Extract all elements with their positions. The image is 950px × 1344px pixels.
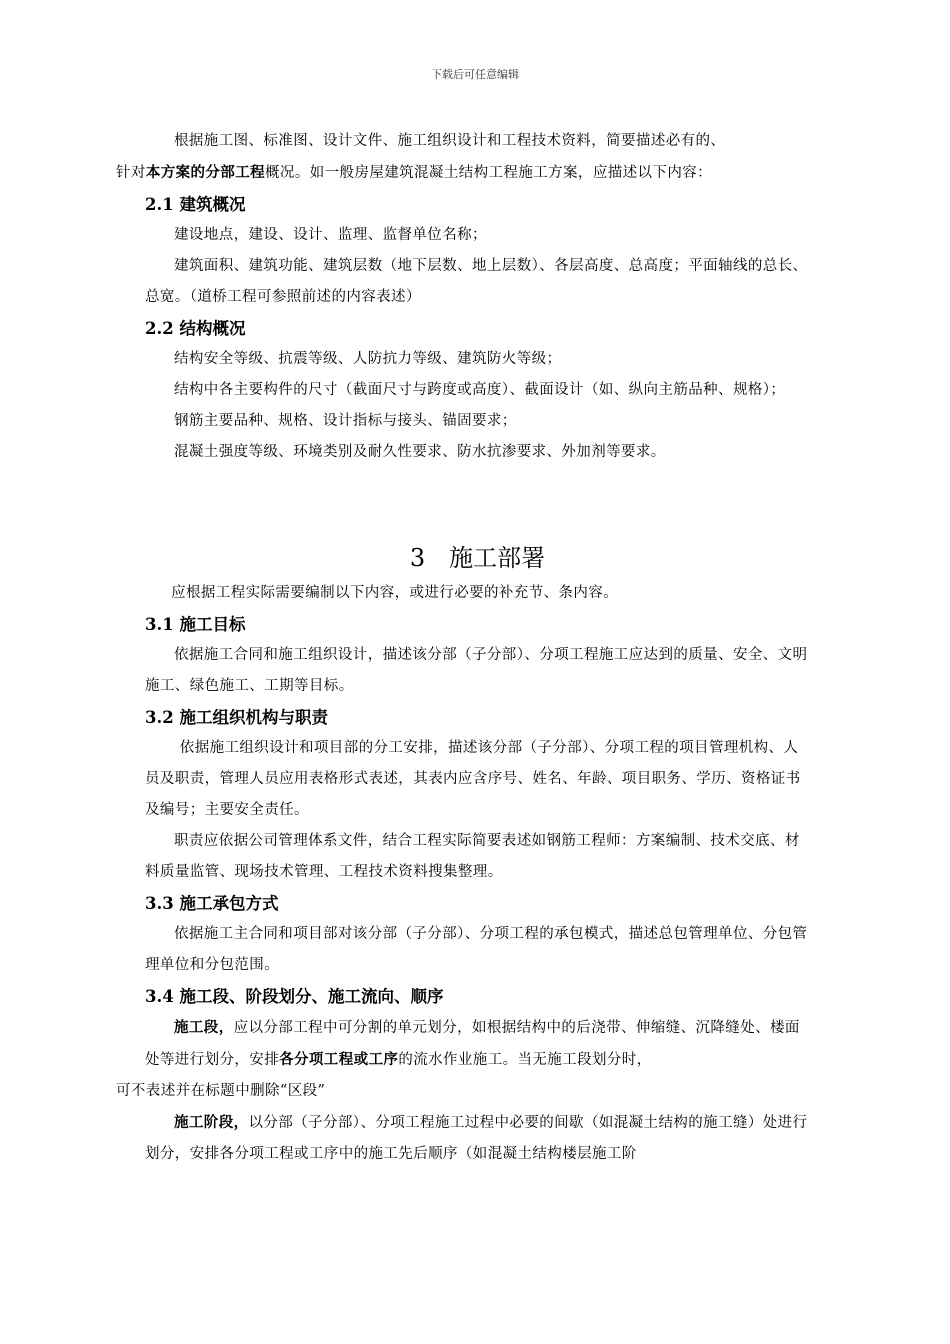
s3-3-paragraph-1: 依据施工主合同和项目部对该分部（子分部）、分项工程的承包模式，描述总包管理单位、分包管理单位和分包范围。 — [145, 926, 808, 973]
s3-1-paragraph-1: 依据施工合同和施工组织设计，描述该分部（子分部）、分项工程施工应达到的质量、安全、文明施工、绿色施工、工期等目标。 — [145, 647, 808, 694]
s3-4-p1-text-2: 的流水作业施工。当无施工段划分时， — [398, 1052, 652, 1068]
heading-2-2: 2.2 结构概况 — [145, 319, 246, 338]
s3-4-term-stage: 施工阶段， — [174, 1114, 249, 1131]
intro-paragraph — [116, 126, 810, 189]
chapter-3-title: 3 施工部署 — [409, 544, 546, 572]
s3-4-term-process: 各分项工程或工序 — [279, 1051, 399, 1068]
s3-4-term-segment: 施工段， — [174, 1019, 234, 1036]
s3-4-paragraph-1 — [116, 1012, 810, 1107]
intro-line-2-prefix: 针对 — [116, 165, 146, 181]
intro-line-1: 根据施工图、标准图、设计文件、施工组织设计和工程技术资料，简要描述必有的、 — [174, 133, 726, 149]
s3-4-paragraph-2 — [145, 1107, 810, 1170]
chapter-3-intro: 应根据工程实际需要编制以下内容，或进行必要的补充节、条内容。 — [171, 585, 619, 601]
s2-1-paragraph-1: 建设地点，建设、设计、监理、监督单位名称； — [174, 227, 487, 243]
s3-2-paragraph-1: 依据施工组织设计和项目部的分工安排，描述该分部（子分部）、分项工程的项目管理机构、人员及职责，管理人员应用表格形式表述，其表内应含序号、姓名、年龄、项目职务、学历、资格证书及编号；主要安全责任。 — [145, 740, 801, 818]
s3-2-paragraph-2: 职责应依据公司管理体系文件，结合工程实际简要表述如钢筋工程师：方案编制、技术交底、材料质量监管、现场技术管理、工程技术资料搜集整理。 — [145, 833, 800, 880]
s2-1-paragraph-2: 建筑面积、建筑功能、建筑层数（地下层数、地上层数）、各层高度、总高度；平面轴线的总长、总宽。（道桥工程可参照前述的内容表述） — [145, 258, 808, 305]
s3-4-p1-line-3: 可不表述并在标题中删除“区段” — [116, 1083, 326, 1099]
s2-2-paragraph-2: 结构中各主要构件的尺寸（截面尺寸与跨度或高度）、截面设计（如、纵向主筋品种、规格）； — [174, 382, 786, 398]
s2-2-paragraph-3: 钢筋主要品种、规格、设计指标与接头、锚固要求； — [174, 413, 517, 429]
section-spacer — [145, 468, 810, 538]
s3-4-p2-text: 以分部（子分部）、分项工程施工过程中必要的间歇（如混凝土结构的施工缝）处进行划分，安排各分项工程或工序中的施工先后顺序（如混凝土结构楼层施工阶 — [145, 1115, 808, 1162]
intro-line-2-suffix: 概况。如一般房屋建筑混凝土结构工程施工方案，应描述以下内容： — [265, 165, 713, 181]
heading-3-4: 3.4 施工段、阶段划分、施工流向、顺序 — [145, 987, 444, 1006]
heading-2-1: 2.1 建筑概况 — [145, 195, 246, 214]
heading-3-3: 3.3 施工承包方式 — [145, 894, 279, 913]
page-header: 下载后可任意编辑 — [431, 68, 519, 81]
s3-4-p1-text-1: 应以分部工程中可分割的单元划分，如根据结构中的后浇带、伸缩缝、沉降缝处、楼面处等进行划分，安排 — [145, 1020, 800, 1068]
intro-bold-term: 本方案的分部工程 — [145, 164, 266, 181]
heading-3-2: 3.2 施工组织机构与职责 — [145, 708, 328, 727]
s2-2-paragraph-1: 结构安全等级、抗震等级、人防抗力等级、建筑防火等级； — [174, 351, 562, 367]
s2-2-paragraph-4: 混凝土强度等级、环境类别及耐久性要求、防水抗渗要求、外加剂等要求。 — [174, 444, 666, 460]
document-body — [116, 126, 810, 1170]
heading-3-1: 3.1 施工目标 — [145, 615, 246, 634]
